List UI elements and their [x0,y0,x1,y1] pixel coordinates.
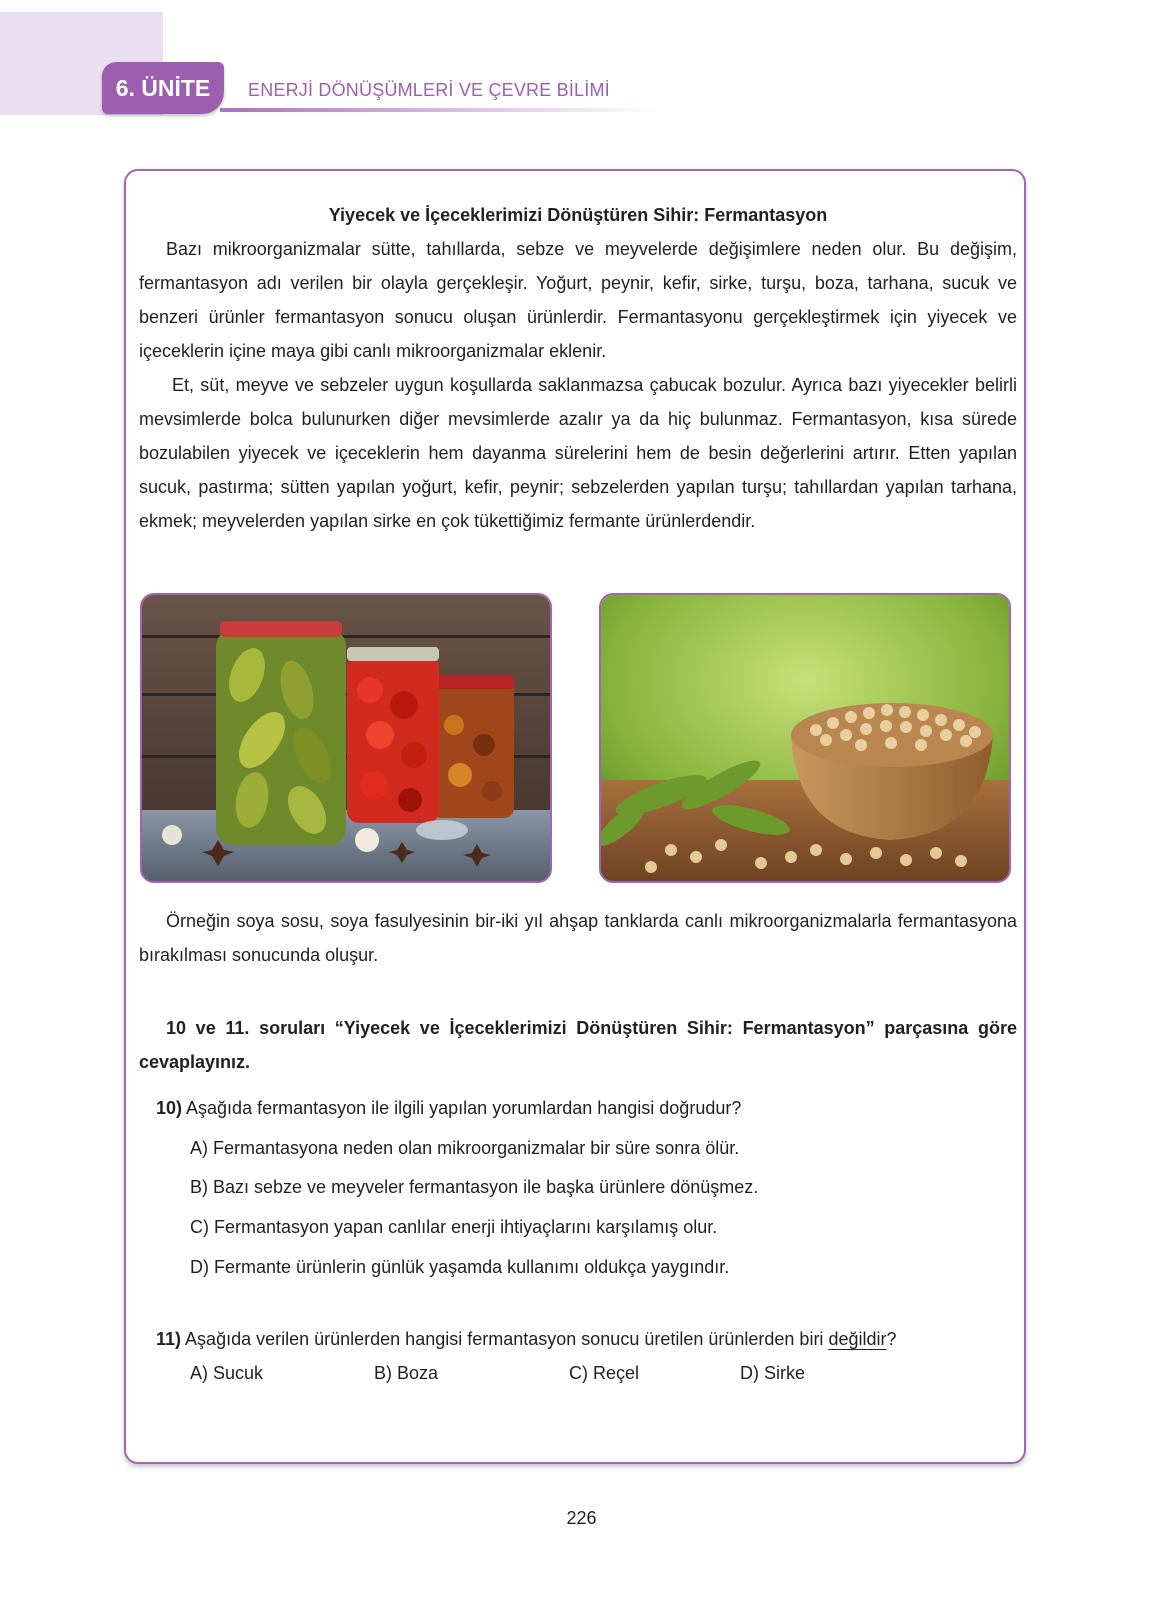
article-title: Yiyecek ve İçeceklerimizi Dönüştüren Sihir: Fermantasyon [328,205,828,225]
article-paragraph-3: Örneğin soya sosu, soya fasulyesinin bir-iki yıl ahşap tanklarda canlı mikroorganizmalarla fermantasyona bırakılması sonucunda oluşur. [139,911,1017,965]
page-number: 226 [566,1508,597,1528]
questions-instruction-block [139,1011,1017,1079]
question-11-number: 11) [156,1329,182,1349]
questions-instruction: 10 ve 11. soruları “Yiyecek ve İçeceklerimizi Dönüştüren Sihir: Fermantasyon” parçasına göre cevaplayınız. [139,1018,1017,1072]
question-10-option-c[interactable]: C) Fermantasyon yapan canlılar enerji ihtiyaçlarını karşılamış olur. [190,1217,718,1237]
soybeans-photo [599,593,1011,883]
article-body [139,232,1017,538]
question-11-emphasis: değildir [828,1329,887,1349]
question-10-text: Aşağıda fermantasyon ile ilgili yapılan yorumlardan hangisi doğrudur? [186,1098,742,1118]
question-10-option-d[interactable]: D) Fermante ürünlerin günlük yaşamda kullanımı oldukça yaygındır. [190,1257,730,1277]
question-11-option-b[interactable]: B) Boza [374,1363,439,1383]
question-10 [156,1095,741,1121]
question-11-option-a[interactable]: A) Sucuk [190,1363,264,1383]
question-11-end: ? [886,1329,897,1349]
question-11 [156,1326,897,1352]
question-10-number: 10) [156,1098,183,1118]
unit-badge: 6. ÜNİTE [102,62,224,114]
pickle-jars-photo [140,593,552,883]
question-11-option-d[interactable]: D) Sirke [740,1363,806,1383]
question-10-option-b[interactable]: B) Bazı sebze ve meyveler fermantasyon ile başka ürünlere dönüşmez. [190,1177,759,1197]
article-paragraph-1: Bazı mikroorganizmalar sütte, tahıllarda, sebze ve meyvelerde değişimlere neden olur. Bu değişim, fermantasyon adı verilen bir olayla gerçekleşir. Yoğurt, peynir, kefir, sirke, turşu, boza, tarhana, sucuk ve benzeri ürünler fermantasyon sonucu oluşan ürünlerdir. Fermantasyonu gerçekleştirmek için yiyecek ve içeceklerin içine maya gibi canlı mikroorganizmalar eklenir. [139,239,1017,361]
header-underline [220,108,660,112]
question-11-option-c[interactable]: C) Reçel [569,1363,640,1383]
question-10-option-a[interactable]: A) Fermantasyona neden olan mikroorganizmalar bir süre sonra ölür. [190,1138,740,1158]
article-paragraph-2: Et, süt, meyve ve sebzeler uygun koşullarda saklanmazsa çabucak bozulur. Ayrıca bazı yiyecekler belirli mevsimlerde bolca bulunurken diğer mevsimlerde azalır ya da hiç bulunmaz. Fermantasyon, kısa sürede bozulabilen yiyecek ve içeceklerin hem dayanma sürelerini hem de besin değerlerini artırır. Etten yapılan sucuk, pastırma; sütten yapılan yoğurt, kefir, peynir; sebzelerden yapılan turşu; tahıllardan yapılan tarhana, ekmek; meyvelerden yapılan sirke en çok tükettiğimiz fermante ürünlerdendir. [139,375,1017,531]
article-paragraph-3-block [139,904,1017,972]
question-11-text: Aşağıda verilen ürünlerden hangisi fermantasyon sonucu üretilen ürünlerden biri [185,1329,824,1349]
unit-title: ENERJİ DÖNÜŞÜMLERİ VE ÇEVRE BİLİMİ [248,80,610,100]
